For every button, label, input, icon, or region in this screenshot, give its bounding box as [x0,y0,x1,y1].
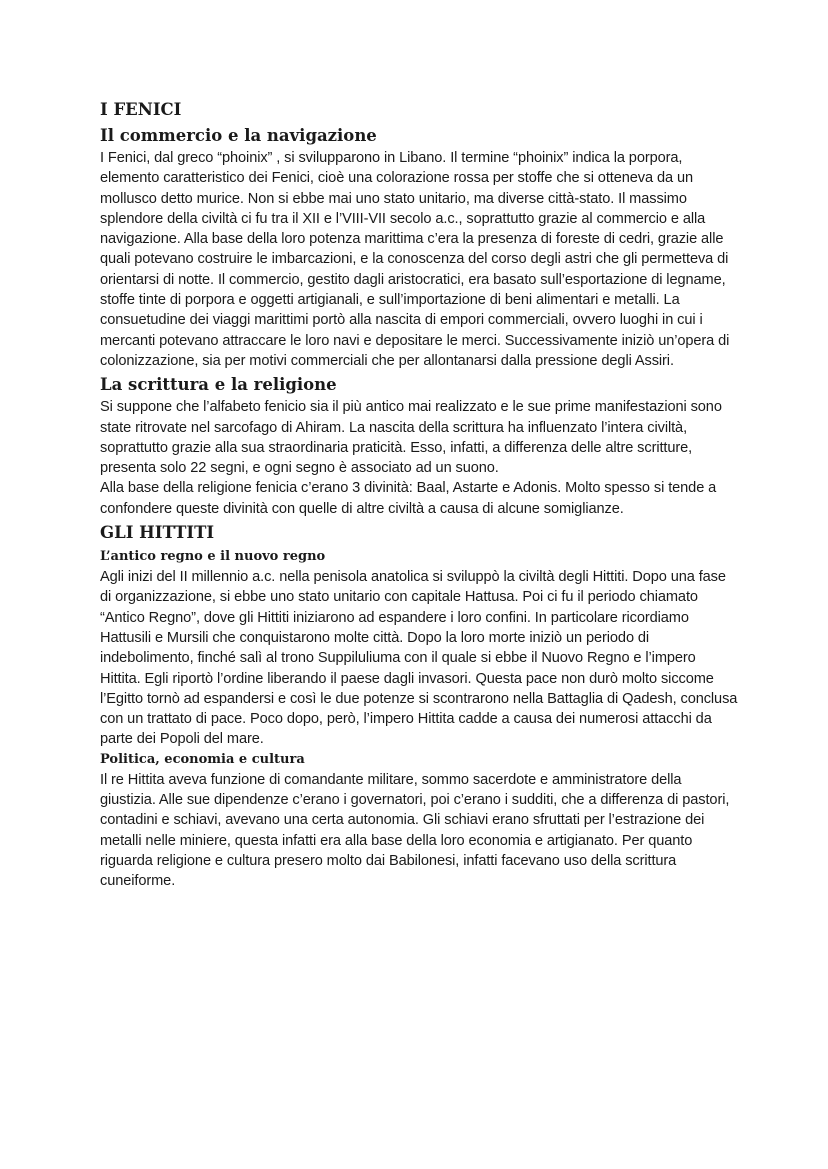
paragraph-religione: Alla base della religione fenicia c’erano 3 divinità: Baal, Astarte e Adonis. Molto spesso si tende a confondere queste divinità con quelle di altre civiltà a causa di alcune somiglianze. [100,480,717,517]
heading-antico-nuovo-regno: L’antico regno e il nuovo regno [100,549,326,565]
paragraph-commercio: I Fenici, dal greco “phoinix” , si svilupparono in Libano. Il termine “phoinix” indica la porpora, elemento caratteristico dei Fenici, cioè una colorazione rossa per stoffe che si otteneva da un mollusco detto murice. Non si ebbe mai uno stato unitario, ma diverse città-stato. Il massimo splendore della civiltà ci fu tra il XII e l’VIII-VII secolo a.c., soprattutto grazie al commercio e alla navigazione. Alla base della loro potenza marittima c’era la presenza di foreste di cedri, grazie alle quali potevano costruire le imbarcazioni, e la conoscenza del corso degli astri che gli permetteva di orientarsi di notte. Il commercio, gestito dagli aristocratici, era basato sull’esportazione di legname, stoffe tinte di porpora e oggetti artigianali, e sull’importazione di beni alimentari e metalli. La consuetudine dei viaggi marittimi portò alla nascita di empori commerciali, ovvero luoghi in cui i mercanti potevano attraccare le loro navi e depositare le merci. Successivamente iniziò un’opera di colonizzazione, sia per motivi commerciali che per allontanarsi dalla pressione degli Assiri. [100,150,730,369]
paragraph-regni: Agli inizi del II millennio a.c. nella penisola anatolica si sviluppò la civiltà degli Hittiti. Dopo una fase di organizzazione, si ebbe uno stato unitario con capitale Hattusa. Poi ci fu il periodo chiamato “Antico Regno”, dove gli Hittiti iniziarono ad espandere i loro confini. In particolare ricordiamo Hattusili e Mursili che conquistarono molte città. Dopo la loro morte iniziò un periodo di indebolimento, finché salì al trono Suppiluliuma con il quale si ebbe il Nuovo Regno e l’impero Hittita. Egli riportò l’ordine liberando il paese dagli invasori. Questa pace non durò molto siccome l’Egitto tornò ad espandersi e così le due potenze si scontrarono nella Battaglia di Qadesh, conclusa con un trattato di pace. Poco dopo, però, l’impero Hittita cadde a causa dei numerosi attacchi da parte dei Popoli del mare. [100,569,738,748]
section-title-hittiti: GLI HITTITI [100,523,215,543]
paragraph-scrittura: Si suppone che l’alfabeto fenicio sia il più antico mai realizzato e le sue prime manifestazioni sono state ritrovate nel sarcofago di Ahiram. La nascita della scrittura ha influenzato l’intera civiltà, soprattutto grazie alla sua straordinaria praticità. Esso, infatti, a differenza delle altre scritture, presenta solo 22 segni, e ogni segno è associato ad un suono. [100,399,722,477]
paragraph-politica: Il re Hittita aveva funzione di comandante militare, sommo sacerdote e amministratore della giustizia. Alle sue dipendenze c’erano i governatori, poi c’erano i sudditi, che a differenza di pastori, contadini e schiavi, avevano una certa autonomia. Gli schiavi erano sfruttati per l’estrazione dei metalli nelle miniere, questa infatti era alla base della loro economia e artigianato. Per quanto riguarda religione e cultura presero molto dai Babilonesi, infatti facevano uso della scrittura cuneiforme. [100,771,730,890]
section-title-fenici: I FENICI [100,100,182,119]
heading-scrittura-religione: La scrittura e la religione [100,375,337,395]
heading-politica-economia-cultura: Politica, economia e cultura [100,751,305,767]
heading-commercio-navigazione: Il commercio e la navigazione [100,126,377,145]
document-page [100,98,740,892]
